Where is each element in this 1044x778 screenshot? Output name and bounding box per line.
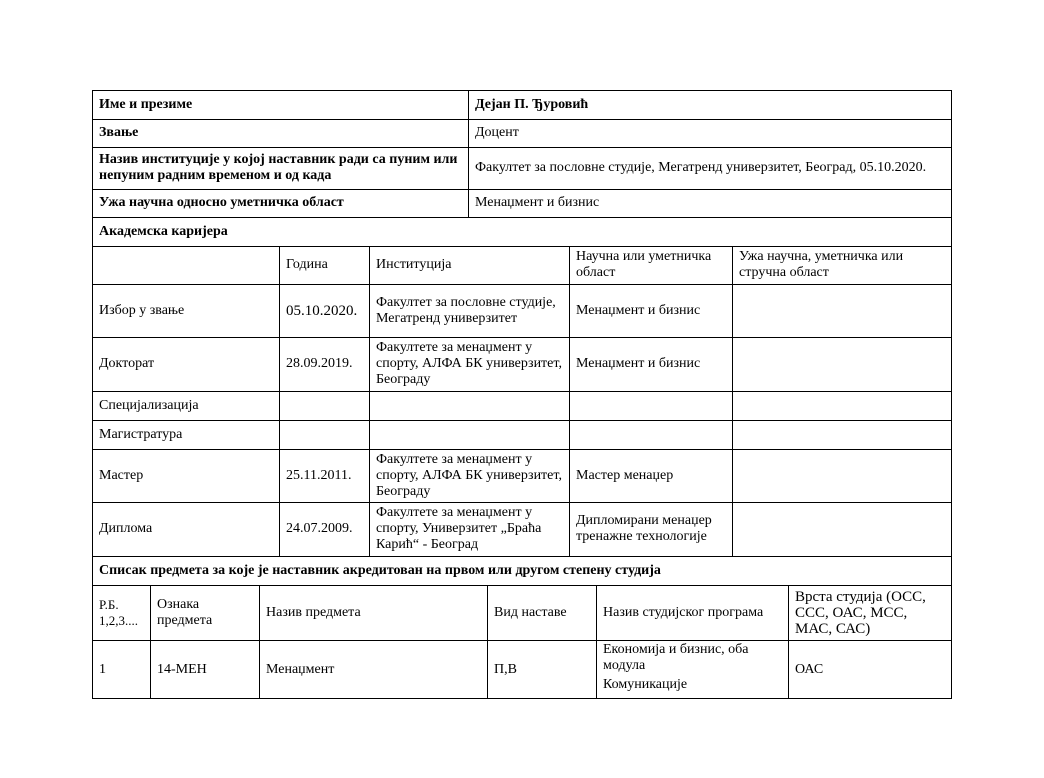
career-header-institution: Институција	[376, 257, 452, 272]
career-row-field: Менаџмент и бизнис	[576, 302, 701, 318]
subject-rb: 1	[99, 661, 106, 677]
career-row-field	[569, 391, 732, 420]
career-row-label: Диплома	[99, 521, 153, 536]
career-row-narrow	[732, 391, 952, 420]
career-row-year: 25.11.2011.	[286, 467, 352, 483]
career-header-scientific-field: Научна или уметничка област	[576, 249, 712, 280]
subject-program-line: Економија и бизнис, оба модула	[603, 642, 749, 673]
subject-code: 14-МЕН	[157, 661, 207, 677]
subjects-header-code: Ознака предмета	[157, 596, 213, 628]
career-row-year: 28.09.2019.	[286, 356, 353, 371]
career-row-institution: Факултете за менаџмент у спорту, АЛФА БК универзитет, Београду	[376, 340, 562, 387]
career-row-label: Мастер	[99, 467, 144, 483]
career-row-label: Специјализација	[99, 397, 199, 413]
career-row-institution	[369, 391, 569, 420]
career-row-narrow	[732, 284, 952, 337]
title-label: Звање	[99, 125, 139, 140]
career-row-field: Менаџмент и бизнис	[576, 356, 701, 371]
career-row-narrow	[732, 502, 952, 556]
career-row-narrow	[732, 449, 952, 502]
career-header-year: Година	[286, 257, 328, 272]
title-value: Доцент	[475, 125, 519, 140]
career-row-institution: Факултете за менаџмент у спорту, АЛФА БК универзитет, Београду	[376, 451, 562, 499]
subject-program-line: Комуникације	[603, 677, 688, 692]
subjects-header-program: Назив студијског програма	[603, 604, 764, 620]
institution-value: Факултет за пословне студије, Мегатренд универзитет, Београд, 05.10.2020.	[475, 160, 927, 175]
subject-name: Менаџмент	[266, 661, 335, 677]
career-row-year	[279, 391, 369, 420]
subject-program	[596, 640, 788, 699]
subjects-header-name: Назив предмета	[266, 604, 361, 620]
subject-study-type: ОАС	[795, 661, 824, 677]
career-row-institution: Факултет за пословне студије, Мегатренд универзитет	[376, 294, 556, 326]
career-row-field: Мастер менаџер	[576, 467, 674, 483]
name-value: Дејан П. Ђуровић	[475, 96, 589, 112]
subjects-heading: Списак предмета за које је наставник акредитован на првом или другом степену студија	[99, 562, 661, 578]
field-label: Ужа научна односно уметничка област	[99, 195, 344, 210]
name-label: Име и презиме	[99, 96, 193, 112]
subjects-header-type: Вид наставе	[494, 604, 567, 620]
subjects-header-study-type: Врста студија (ОСС, ССС, ОАС, МСС, МАС, САС)	[795, 588, 926, 637]
career-heading: Академска каријера	[99, 223, 228, 239]
career-row-year: 24.07.2009.	[286, 521, 353, 536]
career-row-narrow	[732, 337, 952, 391]
career-row-label: Избор у звање	[99, 302, 185, 318]
subject-type: П,В	[494, 661, 517, 677]
career-row-field: Дипломирани менаџер тренажне технологије	[576, 513, 712, 544]
career-row-year	[279, 420, 369, 449]
career-row-year: 05.10.2020.	[286, 302, 358, 319]
institution-label: Назив институције у којој наставник ради са пуним или непуним радним временом и од када	[99, 152, 458, 183]
career-row-institution	[369, 420, 569, 449]
career-row-institution: Факултете за менаџмент у спорту, Универзитет „Браћа Карић“ - Београд	[376, 505, 542, 552]
career-row-label: Магистратура	[99, 426, 183, 442]
field-value: Менаџмент и бизнис	[475, 195, 600, 210]
career-header-narrow-field: Ужа научна, уметничка или стручна област	[739, 249, 904, 280]
career-row-narrow	[732, 420, 952, 449]
subjects-header-rb: Р.Б. 1,2,3....	[99, 596, 138, 628]
career-row-label: Докторат	[99, 356, 155, 371]
career-row-field	[569, 420, 732, 449]
